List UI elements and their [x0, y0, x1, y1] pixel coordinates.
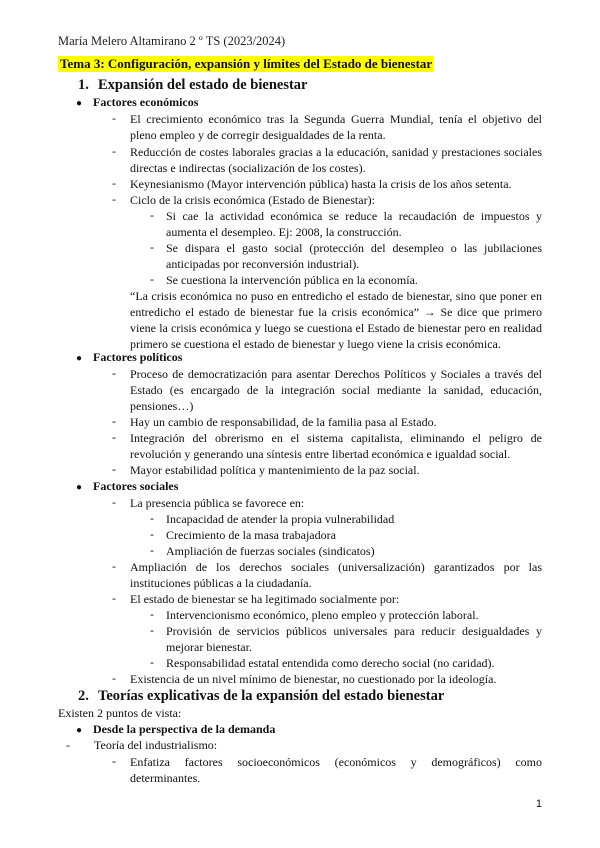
dash-marker: -	[150, 272, 154, 286]
list-item: Hay un cambio de responsabilidad, de la familia pasa al Estado.	[130, 415, 437, 429]
list-item: Ciclo de la crisis económica (Estado de Bienestar):	[130, 193, 375, 207]
dash-marker: -	[150, 240, 154, 254]
list-item: Integración del obrerismo en el sistema capitalista, eliminando el peligro de revolución y generando una síntesis entre libertad económica e igualdad social.	[130, 431, 542, 461]
bullet-heading-demand	[76, 722, 275, 738]
sub-list-item: Intervencionismo económico, pleno empleo y protección laboral.	[166, 608, 479, 622]
dash-marker: -	[112, 111, 116, 125]
bullet-icon: ●	[76, 353, 83, 364]
list-item: La presencia pública se favorece en:	[130, 496, 305, 510]
bullet-heading-text: Factores políticos	[93, 350, 183, 364]
dash-marker: -	[112, 430, 116, 444]
list-item: Reducción de costes laborales gracias a la educación, sanidad y prestaciones sociales directas e indirectas (socialización de los costes).	[130, 145, 542, 175]
dash-marker: -	[112, 671, 116, 685]
dash-marker: -	[66, 738, 70, 752]
section-title: Expansión del estado de bienestar	[98, 77, 308, 93]
sub-list-item: Provisión de servicios públicos universales para reducir desigualdades y mejorar bienestar.	[166, 624, 542, 654]
bullet-heading-text: Factores sociales	[93, 479, 179, 493]
dash-marker: -	[150, 655, 154, 669]
dash-marker: -	[112, 495, 116, 509]
list-item: Mayor estabilidad política y mantenimiento de la paz social.	[130, 463, 420, 477]
bullet-icon: ●	[76, 482, 83, 493]
sub-list-item: Incapacidad de atender la propia vulnerabilidad	[166, 512, 395, 526]
quote-paragraph: “La crisis económica no puso en entredicho el estado de bienestar, sino que poner en entredicho el estado de bienestar fue la crisis económica” → Se dice que primero viene la crisis económica y luego se cuestiona el Estado de bienestar pero en realidad primero se cuestiona el estado de bienestar y luego viene la crisis económica.	[130, 289, 542, 351]
dash-marker: -	[112, 176, 116, 190]
section-heading-1	[78, 76, 307, 94]
dash-marker: -	[112, 366, 116, 380]
dash-marker: -	[150, 623, 154, 637]
dash-marker: -	[150, 511, 154, 525]
bullet-heading-political	[76, 350, 182, 366]
dash-marker: -	[150, 527, 154, 541]
bullet-icon: ●	[76, 98, 83, 109]
list-item: Keynesianismo (Mayor intervención pública) hasta la crisis de los años setenta.	[130, 177, 512, 191]
bullet-heading-social	[76, 479, 178, 495]
section-number: 1.	[78, 77, 89, 93]
bullet-heading-text: Desde la perspectiva de la demanda	[93, 722, 276, 736]
bullet-icon: ●	[76, 725, 83, 736]
dash-marker: -	[112, 754, 116, 768]
section-number: 2.	[78, 688, 89, 704]
list-item: Enfatiza factores socioeconómicos (económicos y demográficos) como determinantes.	[130, 755, 542, 785]
list-item: Teoría del industrialismo:	[94, 738, 218, 752]
sub-list-item: Responsabilidad estatal entendida como derecho social (no caridad).	[166, 656, 495, 670]
list-item: El crecimiento económico tras la Segunda Guerra Mundial, tenía el objetivo del pleno empleo y de corregir desigualdades de la renta.	[130, 112, 542, 142]
page-number: 1	[535, 798, 542, 810]
sub-list-item: Se dispara el gasto social (protección del desempleo o las jubilaciones anticipadas por reconversión industrial).	[166, 241, 542, 271]
dash-marker: -	[112, 591, 116, 605]
bullet-heading-economic	[76, 95, 198, 111]
list-item: El estado de bienestar se ha legitimado socialmente por:	[130, 592, 400, 606]
dash-marker: -	[150, 208, 154, 222]
sub-list-item: Crecimiento de la masa trabajadora	[166, 528, 336, 542]
dash-marker: -	[112, 559, 116, 573]
dash-marker: -	[112, 144, 116, 158]
sub-list-item: Se cuestiona la intervención pública en la economía.	[166, 273, 418, 287]
section-title: Teorías explicativas de la expansión del estado bienestar	[98, 688, 445, 704]
section-heading-2	[78, 687, 444, 705]
bullet-heading-text: Factores económicos	[93, 95, 199, 109]
dash-marker: -	[150, 543, 154, 557]
dash-marker: -	[112, 462, 116, 476]
document-header: María Melero Altamirano 2 º TS (2023/2024)	[58, 34, 286, 48]
sub-list-item: Si cae la actividad económica se reduce la recaudación de impuestos y aumenta el desempleo. Ej: 2008, la construcción.	[166, 209, 542, 239]
dash-marker: -	[150, 607, 154, 621]
list-item: Existencia de un nivel mínimo de bienestar, no cuestionado por la ideología.	[130, 672, 497, 686]
list-item: Proceso de democratización para asentar Derechos Políticos y Sociales a través del Estado (es encargado de la integración social mediante la sanidad, educación, pensiones…)	[130, 367, 542, 413]
list-item: Ampliación de los derechos sociales (universalización) garantizados por las instituciones públicas a la ciudadanía.	[130, 560, 542, 590]
document-title: Tema 3: Configuración, expansión y límites del Estado de bienestar	[60, 56, 433, 71]
dash-marker: -	[112, 192, 116, 206]
intro-text: Existen 2 puntos de vista:	[58, 706, 182, 720]
sub-list-item: Ampliación de fuerzas sociales (sindicatos)	[166, 544, 375, 558]
dash-marker: -	[112, 414, 116, 428]
